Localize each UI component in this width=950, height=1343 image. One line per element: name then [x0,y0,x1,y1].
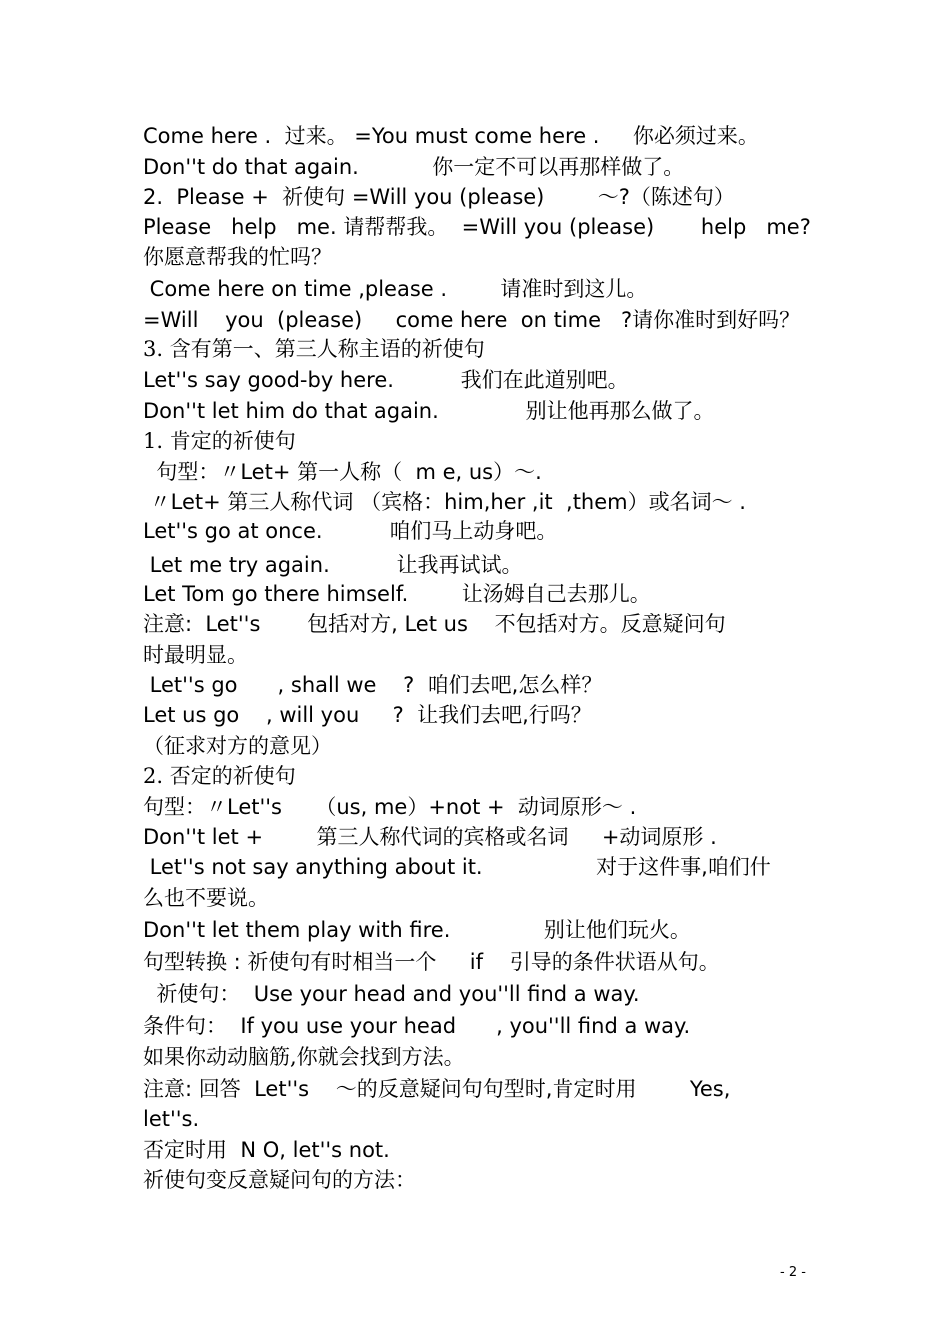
text-line-19: Let''s go , shall we ? 咱们去吧,怎么样？ [143,673,603,697]
text-line-15: Let me try again. 让我再试试。 [143,553,523,577]
text-line-2: Don''t do that again. 你一定不可以再那样做了。 [143,155,685,179]
text-line-26: 么也不要说。 [143,886,269,910]
text-line-10: Don''t let him do that again. 别让他再那么做了。 [143,399,715,423]
text-line-17: 注意: Let''s 包括对方, Let us 不包括对方。反意疑问句 [143,612,726,636]
text-line-31: 如果你动动脑筋,你就会找到方法。 [143,1045,465,1069]
text-line-13: 〃Let+ 第三人称代词 （宾格：him,her ,it ,them）或名词～ . [143,490,746,514]
text-line-8: 3. 含有第一、第三人称主语的祈使句 [143,337,485,361]
text-line-12: 句型：〃Let+ 第一人称（ m e, us）～. [143,460,542,484]
text-line-28: 句型转换 : 祈使句有时相当一个 if 引导的条件状语从句。 [143,950,720,974]
text-line-35: 祈使句变反意疑问句的方法： [143,1168,416,1192]
text-line-34: 否定时用 N O, let''s not. [143,1138,390,1162]
text-line-32: 注意: 回答 Let''s ～的反意疑问句句型时,肯定时用 Yes, [143,1077,731,1101]
page-number: - 2 - [780,1265,806,1280]
text-line-16: Let Tom go there himself. 让汤姆自己去那儿。 [143,582,651,606]
text-line-29: 祈使句： Use your head and you''ll find a way. [143,982,640,1006]
text-line-18: 时最明显。 [143,643,248,667]
text-line-33: let''s. [143,1107,200,1131]
text-line-6: Come here on time ,please . 请准时到这儿。 [143,277,648,301]
text-line-14: Let''s go at once. 咱们马上动身吧。 [143,519,558,543]
text-line-1: Come here . 过来。 =You must come here . 你必须过来。 [143,124,759,148]
text-line-24: Don''t let + 第三人称代词的宾格或名词 +动词原形 . [143,825,717,849]
text-line-30: 条件句： If you use your head , you''ll find a way. [143,1014,691,1038]
text-line-25: Let''s not say anything about it. 对于这件事,咱们什 [143,855,771,879]
text-line-23: 句型：〃Let''s （us, me）+not + 动词原形～ . [143,795,637,819]
text-line-9: Let''s say good-by here. 我们在此道别吧。 [143,368,629,392]
text-line-7: =Will you (please) come here on time ?请你准时到好吗？ [143,308,801,332]
text-line-3: 2. Please + 祈使句 =Will you (please) ～?（陈述句） [143,185,735,209]
text-line-22: 2. 否定的祈使句 [143,764,296,788]
text-line-21: （征求对方的意见） [143,734,332,758]
text-line-20: Let us go , will you ? 让我们去吧,行吗？ [143,703,592,727]
text-line-5: 你愿意帮我的忙吗？ [143,245,332,269]
text-line-11: 1. 肯定的祈使句 [143,429,296,453]
text-line-4: Please help me. 请帮帮我。 =Will you (please) help me? [143,215,811,239]
text-line-27: Don''t let them play with fire. 别让他们玩火。 [143,918,691,942]
